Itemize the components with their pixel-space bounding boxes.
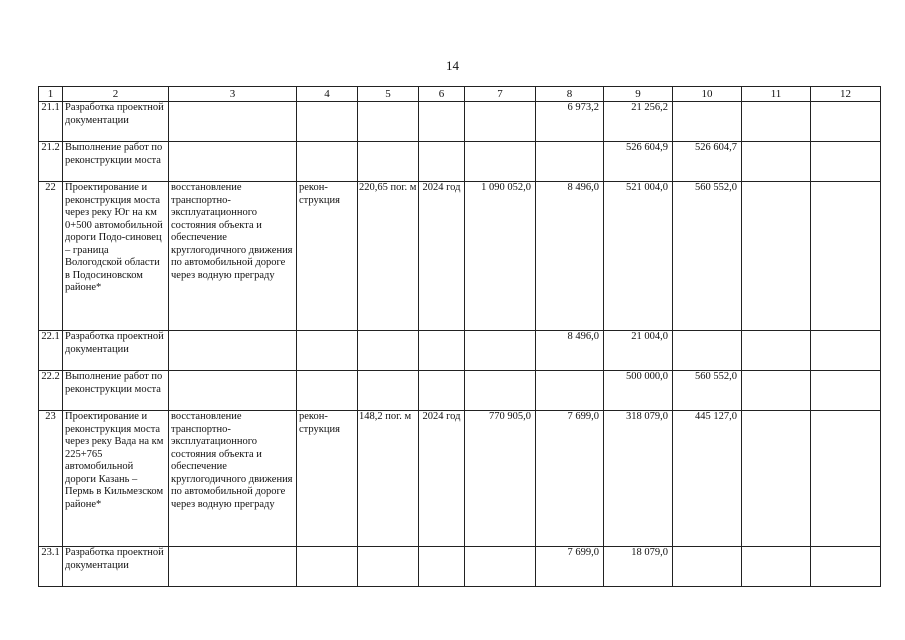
column-header: 8 bbox=[536, 87, 604, 102]
value-col-11 bbox=[742, 102, 811, 142]
value-col-9: 526 604,9 bbox=[604, 142, 673, 182]
column-header: 6 bbox=[419, 87, 465, 102]
capacity bbox=[358, 371, 419, 411]
work-type: рекон-струкция bbox=[297, 182, 358, 331]
row-number: 23 bbox=[39, 411, 63, 547]
item-name: Выполнение работ по реконструкции моста bbox=[63, 371, 169, 411]
item-name: Проектирование и реконструкция моста через реку Вада на км 225+765 автомобильной дороги Казань – Пермь в Кильмезском районе* bbox=[63, 411, 169, 547]
value-col-10: 560 552,0 bbox=[673, 371, 742, 411]
work-type bbox=[297, 142, 358, 182]
row-number: 21.2 bbox=[39, 142, 63, 182]
work-type bbox=[297, 102, 358, 142]
column-header: 9 bbox=[604, 87, 673, 102]
item-name: Разработка проектной документации bbox=[63, 331, 169, 371]
column-header: 2 bbox=[63, 87, 169, 102]
value-col-8: 7 699,0 bbox=[536, 411, 604, 547]
value-col-8: 7 699,0 bbox=[536, 547, 604, 587]
total-cost bbox=[465, 102, 536, 142]
column-header: 11 bbox=[742, 87, 811, 102]
value-col-12 bbox=[811, 411, 881, 547]
column-header: 5 bbox=[358, 87, 419, 102]
item-name: Разработка проектной документации bbox=[63, 547, 169, 587]
column-header: 7 bbox=[465, 87, 536, 102]
column-header: 4 bbox=[297, 87, 358, 102]
completion-year bbox=[419, 102, 465, 142]
capacity bbox=[358, 102, 419, 142]
item-name: Проектирование и реконструкция моста через реку Юг на км 0+500 автомобильной дороги Подо-синовец – граница Вологодской области в Подосиновском районе* bbox=[63, 182, 169, 331]
value-col-11 bbox=[742, 331, 811, 371]
total-cost bbox=[465, 331, 536, 371]
column-header: 3 bbox=[169, 87, 297, 102]
value-col-10 bbox=[673, 547, 742, 587]
completion-year bbox=[419, 331, 465, 371]
item-name: Выполнение работ по реконструкции моста bbox=[63, 142, 169, 182]
data-table bbox=[38, 86, 881, 587]
value-col-12 bbox=[811, 142, 881, 182]
total-cost bbox=[465, 371, 536, 411]
table-row bbox=[39, 547, 881, 587]
table-header-row bbox=[39, 87, 881, 102]
row-number: 23.1 bbox=[39, 547, 63, 587]
completion-year bbox=[419, 142, 465, 182]
capacity bbox=[358, 142, 419, 182]
item-name: Разработка проектной документации bbox=[63, 102, 169, 142]
value-col-9: 318 079,0 bbox=[604, 411, 673, 547]
work-type bbox=[297, 547, 358, 587]
value-col-8: 8 496,0 bbox=[536, 331, 604, 371]
table-row bbox=[39, 371, 881, 411]
value-col-11 bbox=[742, 142, 811, 182]
item-purpose bbox=[169, 142, 297, 182]
completion-year bbox=[419, 371, 465, 411]
row-number: 22.1 bbox=[39, 331, 63, 371]
capacity bbox=[358, 547, 419, 587]
value-col-11 bbox=[742, 371, 811, 411]
column-header: 1 bbox=[39, 87, 63, 102]
item-purpose bbox=[169, 102, 297, 142]
value-col-9: 500 000,0 bbox=[604, 371, 673, 411]
value-col-11 bbox=[742, 411, 811, 547]
table-row bbox=[39, 182, 881, 331]
row-number: 22.2 bbox=[39, 371, 63, 411]
item-purpose bbox=[169, 331, 297, 371]
total-cost bbox=[465, 142, 536, 182]
value-col-12 bbox=[811, 547, 881, 587]
work-type bbox=[297, 371, 358, 411]
capacity: 148,2 пог. м bbox=[358, 411, 419, 547]
capacity bbox=[358, 331, 419, 371]
total-cost: 1 090 052,0 bbox=[465, 182, 536, 331]
value-col-10: 560 552,0 bbox=[673, 182, 742, 331]
column-header: 10 bbox=[673, 87, 742, 102]
value-col-8: 8 496,0 bbox=[536, 182, 604, 331]
page-number: 14 bbox=[446, 58, 459, 73]
total-cost bbox=[465, 547, 536, 587]
value-col-12 bbox=[811, 371, 881, 411]
work-type: рекон-струкция bbox=[297, 411, 358, 547]
value-col-10: 445 127,0 bbox=[673, 411, 742, 547]
value-col-10: 526 604,7 bbox=[673, 142, 742, 182]
item-purpose: восстановление транспортно-эксплуатационного состояния объекта и обеспечение круглогодичного движения по автомобильной дороге через водную преграду bbox=[169, 182, 297, 331]
value-col-12 bbox=[811, 102, 881, 142]
completion-year: 2024 год bbox=[419, 411, 465, 547]
value-col-11 bbox=[742, 182, 811, 331]
value-col-9: 18 079,0 bbox=[604, 547, 673, 587]
value-col-11 bbox=[742, 547, 811, 587]
row-number: 22 bbox=[39, 182, 63, 331]
item-purpose bbox=[169, 547, 297, 587]
total-cost: 770 905,0 bbox=[465, 411, 536, 547]
value-col-8: 6 973,2 bbox=[536, 102, 604, 142]
value-col-12 bbox=[811, 331, 881, 371]
value-col-9: 21 256,2 bbox=[604, 102, 673, 142]
table-row bbox=[39, 331, 881, 371]
value-col-10 bbox=[673, 102, 742, 142]
work-type bbox=[297, 331, 358, 371]
table-row bbox=[39, 411, 881, 547]
value-col-8 bbox=[536, 371, 604, 411]
column-header: 12 bbox=[811, 87, 881, 102]
item-purpose bbox=[169, 371, 297, 411]
table-row bbox=[39, 142, 881, 182]
table-row bbox=[39, 102, 881, 142]
value-col-9: 21 004,0 bbox=[604, 331, 673, 371]
value-col-9: 521 004,0 bbox=[604, 182, 673, 331]
completion-year: 2024 год bbox=[419, 182, 465, 331]
row-number: 21.1 bbox=[39, 102, 63, 142]
value-col-8 bbox=[536, 142, 604, 182]
value-col-12 bbox=[811, 182, 881, 331]
item-purpose: восстановление транспортно-эксплуатационного состояния объекта и обеспечение круглогодичного движения по автомобильной дороге через водную преграду bbox=[169, 411, 297, 547]
completion-year bbox=[419, 547, 465, 587]
capacity: 220,65 пог. м bbox=[358, 182, 419, 331]
value-col-10 bbox=[673, 331, 742, 371]
